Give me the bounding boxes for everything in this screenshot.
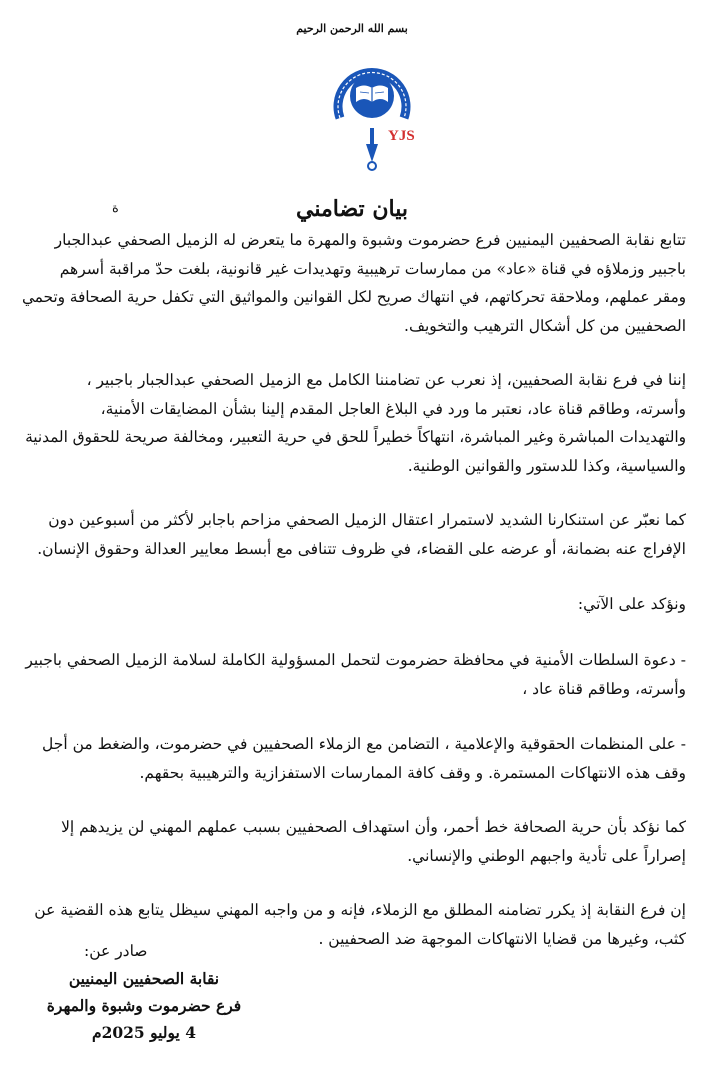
signature-branch: فرع حضرموت وشبوة والمهرة	[46, 996, 242, 1015]
paragraph-line: إصراراً على تأدية واجبهم الوطني والإنساني.	[407, 846, 686, 865]
paragraph-line: كما نؤكد بأن حرية الصحافة خط أحمر، وأن استهداف الصحفيين بسبب عملهم المهني لن يزيدهم إلا	[61, 818, 686, 836]
paragraph-line: والسياسية، وكذا للدستور والقوانين الوطنية.	[407, 456, 686, 475]
signature-date: 4 يوليو 2025م	[91, 1023, 197, 1042]
paragraph-line: تتابع نقابة الصحفيين اليمنيين فرع حضرموت وشبوة والمهرة ما يتعرض له الزميل الصحفي عبدالجبار	[54, 231, 686, 249]
paragraph-2	[18, 366, 686, 480]
paragraph-line: ونؤكد على الآتي:	[577, 595, 686, 613]
paragraph-4	[18, 590, 686, 619]
statement-title: بيان تضامني	[296, 196, 408, 222]
paragraph-line: وقف هذه الانتهاكات المستمرة. و وقف كافة الممارسات الاستفزازية والترهيبية بحقهم.	[139, 763, 686, 782]
paragraph-line: باجبير وزملاؤه في قناة «عاد» من ممارسات ترهيبية وتهديدات غير قانونية، بلغت حدّ مراقبة أسرهم	[59, 259, 686, 278]
signature-org: نقابة الصحفيين اليمنيين	[68, 969, 220, 988]
paragraph-line: وأسرته، وطاقم قناة عاد، نعتبر ما ورد في البلاغ العاجل المقدم إلينا بشأن المضايقات الأمنية،	[100, 399, 686, 418]
paragraph-line: ومقر عملهم، وملاحقة تحركاتهم، في انتهاك صريح لكل القوانين والمواثيق التي تكفل حرية الصحافة وتحمي	[21, 288, 686, 306]
paragraph-line: الإفراج عنه بضمانة، أو عرضه على القضاء، في ظروف تتنافى مع أبسط معايير العدالة وحقوق الإنسان.	[37, 539, 686, 558]
paragraph-3	[18, 506, 686, 563]
logo-text: YJS	[388, 128, 415, 144]
basmala: بسم الله الرحمن الرحيم	[296, 22, 408, 35]
pen-nib-icon	[366, 144, 378, 162]
issued-by: صادر عن:	[84, 942, 148, 960]
paragraph-line: إن فرع النقابة إذ يكرر تضامنه المطلق مع الزملاء، فإنه و من واجبه المهني سيظل يتابع هذه القضية عن	[34, 901, 686, 919]
union-logo	[322, 40, 422, 180]
paragraph-line: والتهديدات المباشرة وغير المباشرة، انتهاكاً خطيراً للحق في حرية التعبير، ومخالفة صريحة للحقوق المدنية	[25, 428, 686, 446]
paragraph-line: إننا في فرع نقابة الصحفيين، إذ نعرب عن تضامننا الكامل مع الزميل الصحفي عبدالجبار باجبير ،	[86, 371, 686, 389]
paragraph-line: وأسرته، وطاقم قناة عاد ،	[522, 679, 686, 698]
paragraph-line: كثب، وغيرها من قضايا الانتهاكات الموجهة ضد الصحفيين .	[318, 929, 686, 948]
paragraph-line: الصحفيين من كل أشكال الترهيب والتخويف.	[404, 316, 686, 335]
paragraph-5	[18, 646, 686, 703]
paragraph-6	[18, 730, 686, 787]
signature-block	[24, 938, 264, 1046]
paragraph-line: - على المنظمات الحقوقية والإعلامية ، التضامن مع الزملاء الصحفيين في حضرموت، والضغط من أجل	[42, 735, 686, 753]
paragraph-line: - دعوة السلطات الأمنية في محافظة حضرموت لتحمل المسؤولية الكاملة لسلامة الزميل الصحفي باجبير	[25, 651, 686, 669]
paragraph-line: كما نعبّر عن استنكارنا الشديد لاستمرار اعتقال الزميل الصحفي مزاحم باجابر لأكثر من أسبوعين دون	[48, 511, 686, 529]
paragraph-1	[18, 226, 686, 340]
paragraph-7	[18, 813, 686, 870]
stray-mark: ة	[112, 201, 119, 216]
